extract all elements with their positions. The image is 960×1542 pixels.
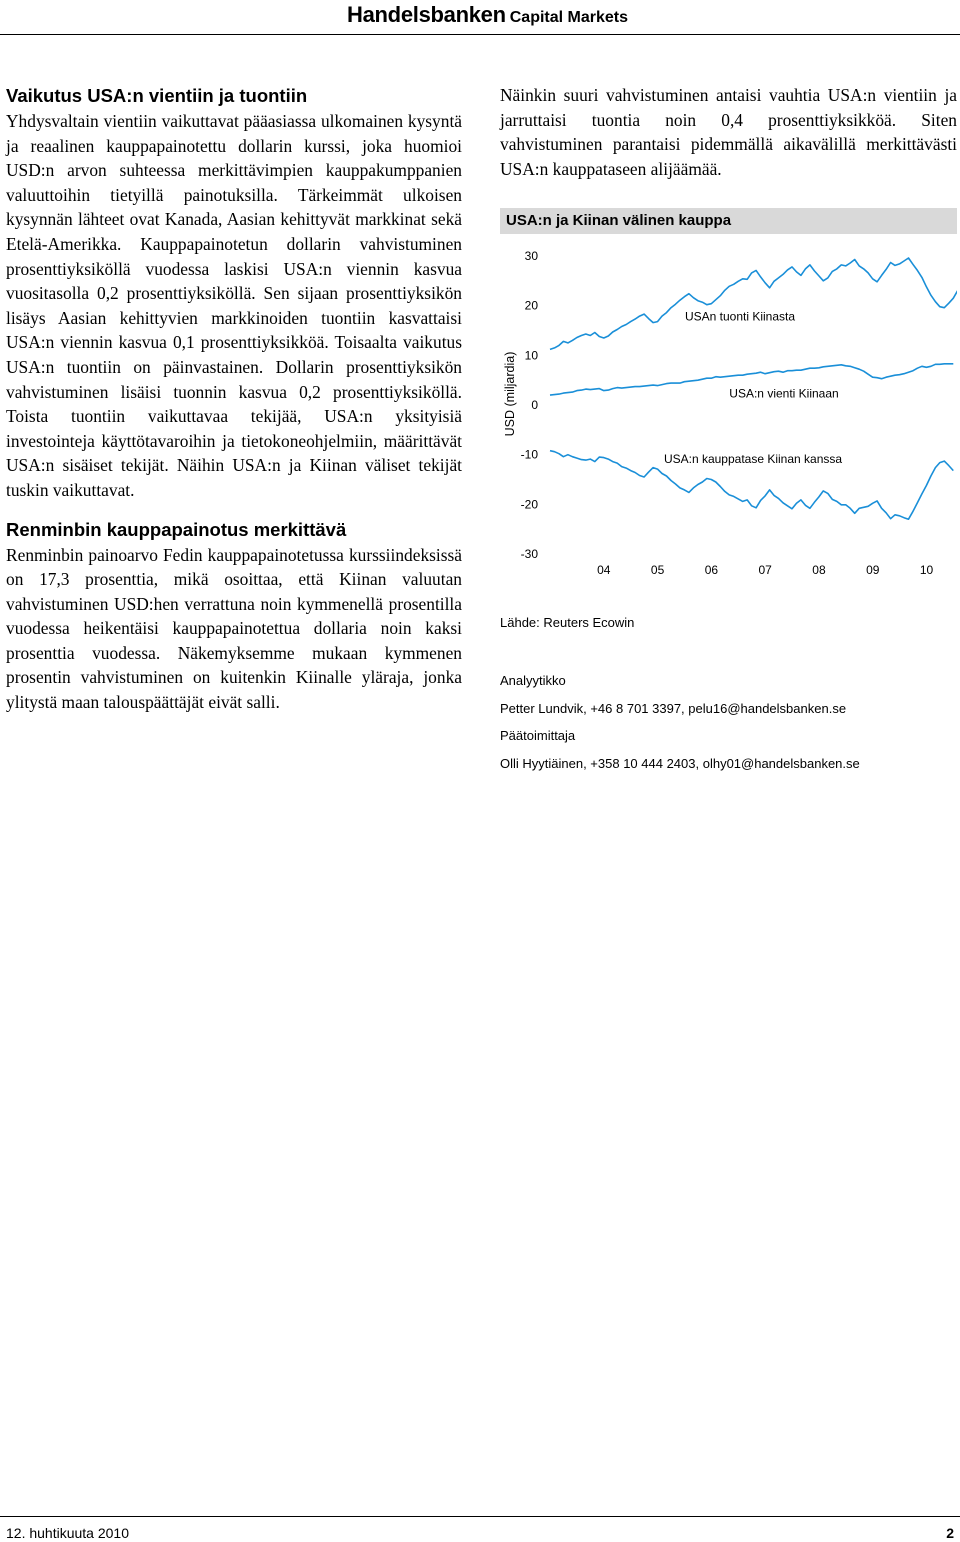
chart-source: Lähde: Reuters Ecowin: [500, 615, 635, 630]
y-tick-label: -10: [520, 447, 538, 462]
series-line-1: [550, 258, 957, 349]
chart-title: USA:n ja Kiinan välinen kauppa: [506, 212, 732, 229]
y-tick-label: -30: [520, 547, 538, 561]
section2-title: Renminbin kauppapainotus merkittävä: [6, 518, 347, 540]
editor-label: Päätoimittaja: [500, 728, 576, 743]
right-column: [500, 83, 957, 771]
x-tick-label: 06: [704, 563, 719, 577]
x-tick-label: 04: [597, 563, 611, 577]
brand-sub: Capital Markets: [509, 9, 628, 26]
brand-logo: [347, 2, 628, 28]
y-axis-label: USD (miljardia): [503, 351, 517, 437]
section1-body: Yhdysvaltain vientiin vaikuttavat pääasiassa ulkomainen kysyntä ja reaalinen kauppapainotettu dollarin kurssi, joka huomioi USD:n arvon suhteessa merkittävimpien kauppakumppanien valuuttoihin tietyillä painotuksilla. Tärkeimmät ulkoisen kysynnän lähteet ovat Kanada, Aasian kehittyvät markkinat sekä Etelä-Amerikka. Kauppapainotetun dollarin vahvistuminen prosenttiyksiköllä vuodessa laskisi USA:n viennin kasvua vuositasolla 0,2 prosenttiyksiköllä. Sen sijaan prosenttiyksikön lisäys Aasian kehittyvien markkinoiden tuontiin kasvattaisi USA:n viennin kasvua 0,1 prosenttiyksikköä. Toisaalta vaikutus USA:n tuontiin on päinvastainen. Dollarin prosenttiyksikön vahvistuminen lisäisi tuonnin kasvua 0,2 prosenttiyksiköllä. Toista tuontiin vaikuttavaa tekijää, USA:n yksityisiä investointeja käyttötavaroihin ja tietokoneohjelmiin, määrittävät USA:n sisäiset tekijät. Näihin USA:n ja Kiinan väliset tekijät tuskin vaikuttavat.: [6, 111, 462, 500]
brand-main: Handelsbanken: [347, 2, 506, 27]
series-annotation: USA:n kauppatase Kiinan kanssa: [663, 452, 843, 467]
x-tick-label: 10: [919, 563, 934, 577]
y-tick-label: -20: [520, 497, 538, 512]
intro-paragraph: Näinkin suuri vahvistuminen antaisi vauhtia USA:n vientiin ja jarruttaisi tuontia noin 0,4 prosenttiyksikköä. Siten vahvistuminen parantaisi pidemmällä aikavälillä merkittävästi USA:n kauppataseen alijäämää.: [500, 85, 957, 179]
y-tick-label: 0: [531, 398, 538, 412]
section2-body: Renminbin painoarvo Fedin kauppapainotetussa kurssiindeksissä on 17,3 prosenttia, mikä osoittaa, että Kiinan valuutan vahvistuminen USD:hen verrattuna noin kymmenellä prosentilla vuodessa heikentäisi kauppapainotettua dollaria noin kaksi prosenttia vuodessa. Näkemyksemme mukaan kymmenen prosentin vahvistuminen on kuitenkin Kiinalle yläraja, jonka ylitystä maan talouspäättäjät eivät salli.: [6, 544, 462, 713]
chart: [500, 234, 957, 579]
contacts: [500, 667, 860, 777]
x-tick-label: 05: [650, 563, 665, 577]
chart-title-bar: [500, 208, 957, 234]
series-annotation: USAn tuonti Kiinasta: [684, 309, 796, 324]
editor-contact: Olli Hyytiäinen, +358 10 444 2403, olhy01@handelsbanken.se: [500, 755, 860, 771]
analyst-label: Analyytikko: [500, 673, 566, 688]
x-tick-label: 09: [866, 563, 880, 577]
analyst-contact: Petter Lundvik, +46 8 701 3397, pelu16@handelsbanken.se: [500, 700, 847, 716]
page-number: 2: [946, 1525, 954, 1541]
y-tick-label: 10: [524, 348, 538, 363]
footer-date: 12. huhtikuuta 2010: [6, 1525, 129, 1541]
x-tick-label: 07: [758, 563, 772, 577]
chart-svg: [500, 234, 957, 579]
header-rule: [0, 34, 960, 35]
section1-title: Vaikutus USA:n vientiin ja tuontiin: [6, 85, 308, 106]
y-tick-label: 20: [524, 298, 538, 313]
y-tick-label: 30: [524, 249, 538, 263]
series-annotation: USA:n vienti Kiinaan: [729, 386, 839, 401]
footer-rule: [0, 1516, 960, 1517]
x-tick-label: 08: [812, 563, 826, 577]
left-column: [6, 83, 462, 715]
